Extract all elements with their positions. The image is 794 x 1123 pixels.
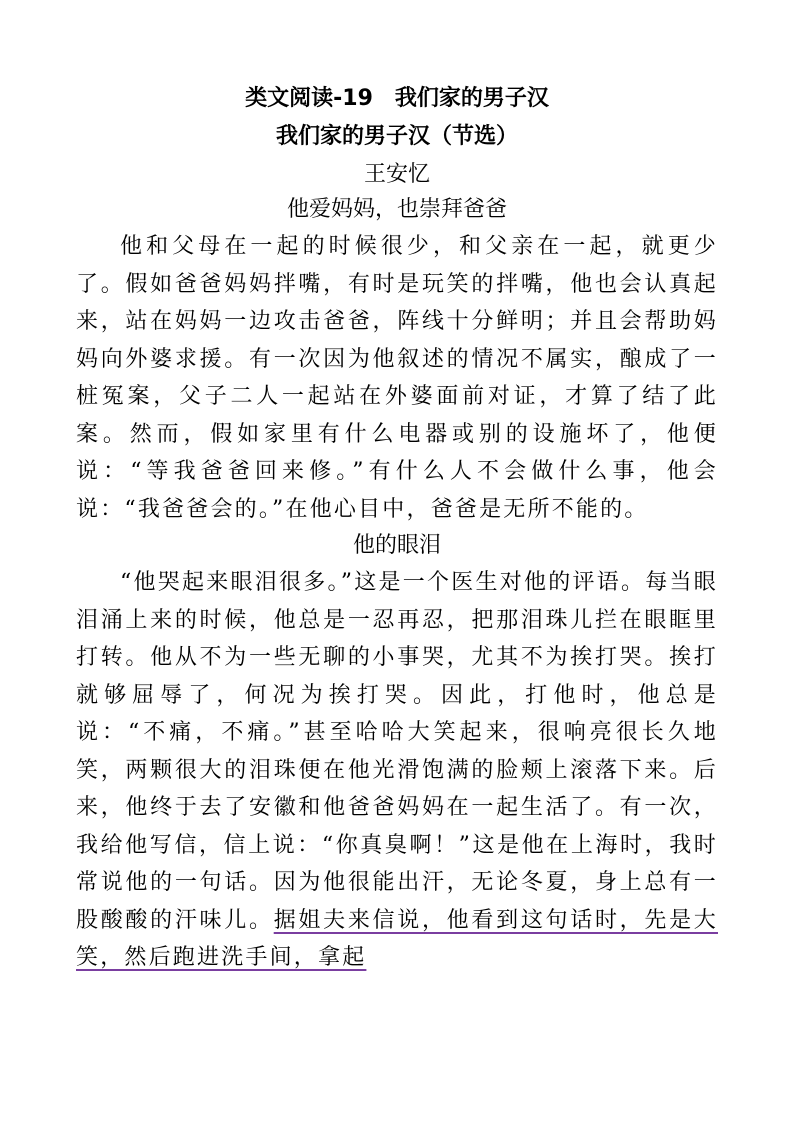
section-heading-1: 他爱妈妈，也崇拜爸爸 (286, 197, 507, 222)
section-paragraph-2 (76, 564, 718, 977)
section-paragraph-1: 他和父母在一起的时候很少，和父亲在一起，就更少了。假如爸爸妈妈拌嘴，有时是玩笑的拌嘴，他也会认真起来，站在妈妈一边攻击爸爸，阵线十分鲜明；并且会帮助妈妈向外婆求援。有一次因为他叙述的情况不属实，酿成了一桩冤案，父子二人一起站在外婆面前对证，才算了结了此案。然而，假如家里有什么电器或别的设施坏了，他便说：“等我爸爸回来修。”有什么人不会做什么事，他会说：“我爸爸会的。”在他心目中，爸爸是无所不能的。 (76, 234, 718, 522)
document-page (76, 70, 718, 977)
underlined-passage: 据姐夫来信说，他看到这句话时，先是大笑，然后跑进洗手间，拿起 (76, 907, 718, 970)
document-title: 类文阅读-19 我们家的男子汉 (245, 86, 549, 111)
paragraph-text: “他哭起来眼泪很多。”这是一个医生对他的评语。每当眼泪涌上来的时候，他总是一忍再忍，把那泪珠儿拦在眼眶里打转。他从不为一些无聊的小事哭，尤其不为挨打哭。挨打就够屈辱了，何况为挨打哭。因此，打他时，他总是说：“不痛，不痛。”甚至哈哈大笑起来，很响亮很长久地笑，两颗很大的泪珠便在他光滑饱满的脸颊上滚落下来。后来，他终于去了安徽和他爸爸妈妈在一起生活了。有一次，我给他写信，信上说：“你真臭啊！”这是他在上海时，我时常说他的一句话。因为他很能出汗，无论冬夏，身上总有一股酸酸的汗味儿。 (76, 570, 718, 933)
article-title: 我们家的男子汉（节选） (275, 124, 518, 149)
section-heading-2: 他的眼泪 (352, 533, 441, 558)
author-name: 王安忆 (363, 162, 430, 187)
